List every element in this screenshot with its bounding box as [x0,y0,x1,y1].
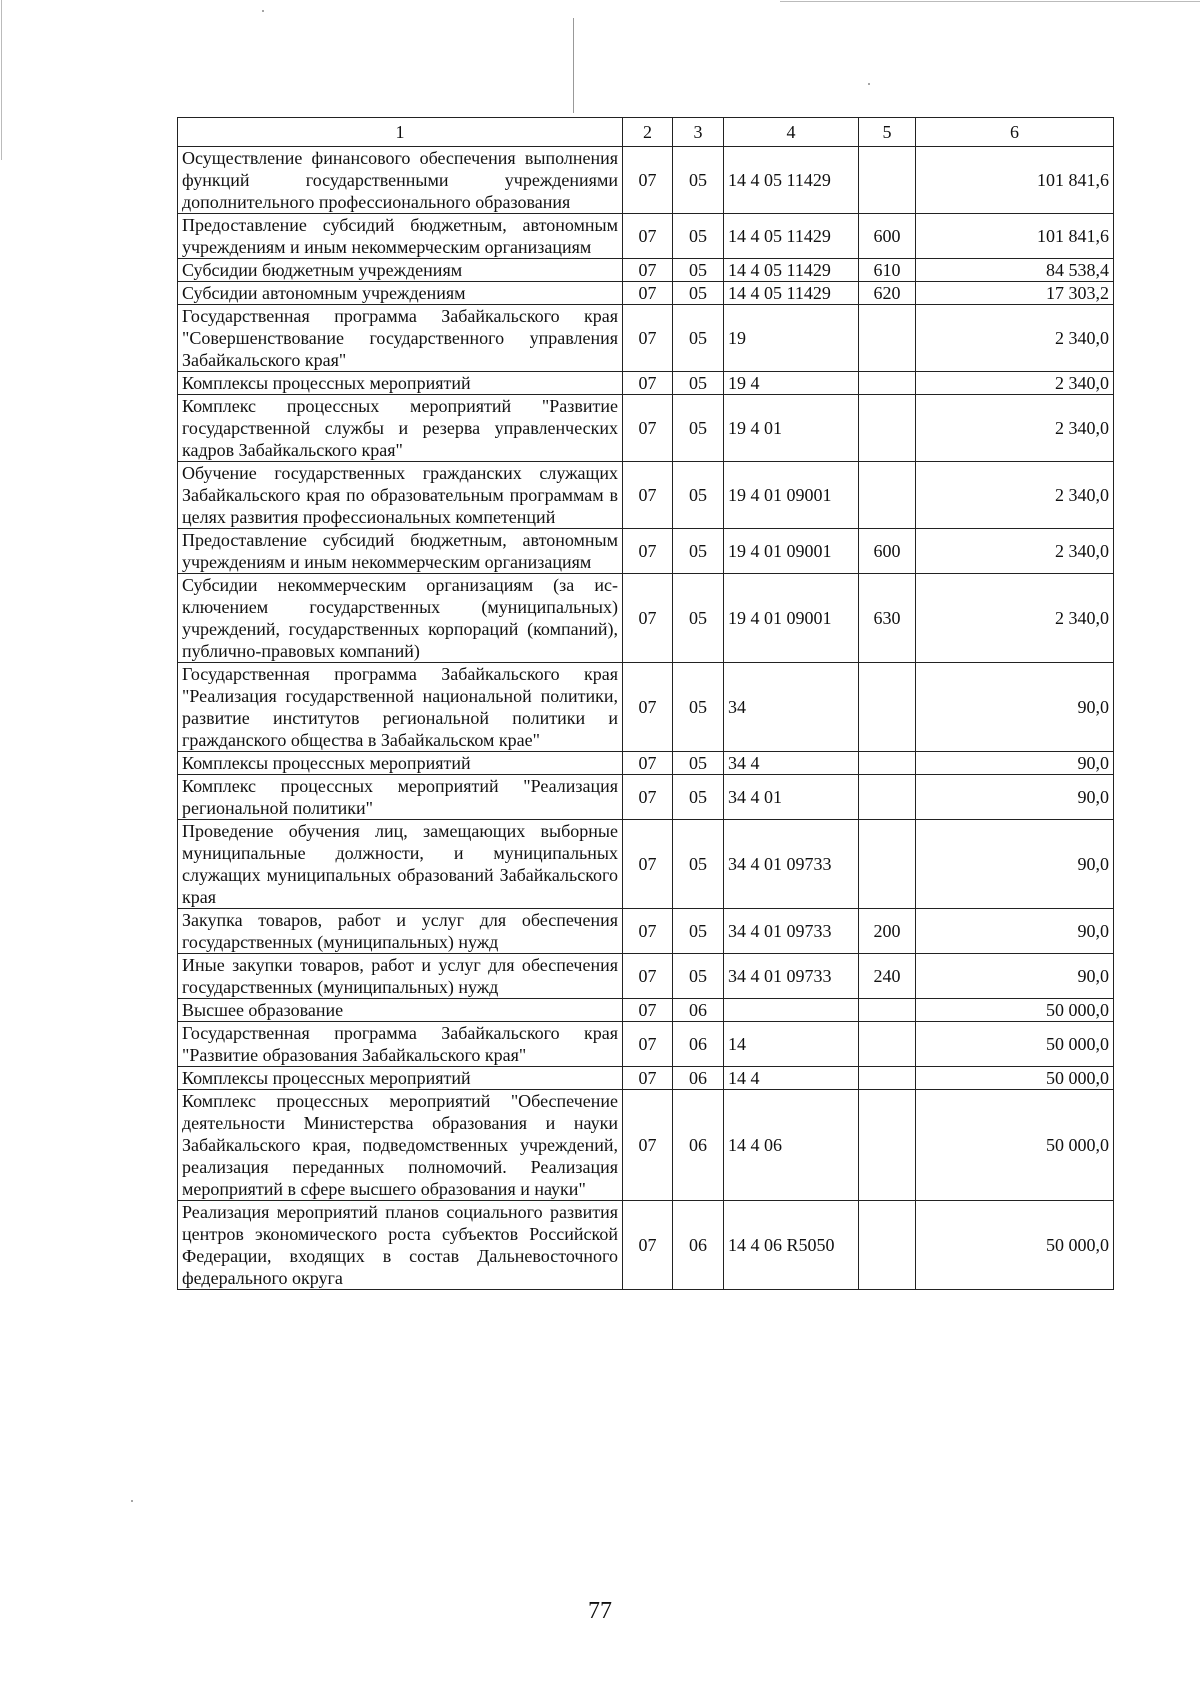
row-target-article-cell: 34 4 01 09733 [724,820,859,909]
row-target-article-cell: 19 4 01 09001 [724,574,859,663]
row-subsection-cell: 05 [673,954,724,999]
row-section-cell: 07 [623,775,673,820]
row-expense-type-cell: 600 [859,214,916,259]
table-row [178,663,1114,752]
header-cell-4: 4 [724,118,859,147]
table-row [178,529,1114,574]
row-name-cell: Закупка товаров, работ и услуг для обеспечения государственных (муниципальных) нужд [178,909,623,954]
row-subsection-cell: 05 [673,775,724,820]
table-row [178,372,1114,395]
row-subsection-cell: 05 [673,372,724,395]
row-name-cell: Комплекс процессных мероприятий "Реализация региональной политики" [178,775,623,820]
row-amount-cell: 90,0 [916,954,1114,999]
row-name-cell: Обучение государственных гражданских служащих Забайкальского края по образовательным программам в целях развития профессиональных компетенций [178,462,623,529]
row-name-cell: Высшее образование [178,999,623,1022]
row-expense-type-cell [859,752,916,775]
table-row [178,214,1114,259]
scan-edge-top [780,1,1200,2]
row-section-cell: 07 [623,529,673,574]
row-subsection-cell: 05 [673,820,724,909]
row-expense-type-cell [859,775,916,820]
row-target-article-cell: 34 4 01 [724,775,859,820]
table-row [178,954,1114,999]
row-section-cell: 07 [623,954,673,999]
row-expense-type-cell [859,147,916,214]
row-expense-type-cell: 200 [859,909,916,954]
row-target-article-cell: 14 [724,1022,859,1067]
row-amount-cell: 90,0 [916,752,1114,775]
budget-table [177,117,1114,1290]
row-expense-type-cell: 240 [859,954,916,999]
row-expense-type-cell: 620 [859,282,916,305]
row-amount-cell: 50 000,0 [916,1090,1114,1201]
row-name-cell: Реализация мероприятий планов социального развития центров экономического роста субъектов Российской Федерации, входящих в состав Дальневосточного федерального округа [178,1201,623,1290]
header-cell-5: 5 [859,118,916,147]
row-target-article-cell: 14 4 06 R5050 [724,1201,859,1290]
row-name-cell: Комплекс процессных мероприятий "Обеспечение деятельности Министерства образования и науки Забайкальского края, подведомственных учреждений, реализация переданных полномочий. Реализация мероприятий в сфере высшего образования и науки" [178,1090,623,1201]
row-section-cell: 07 [623,1090,673,1201]
row-name-cell: Комплексы процессных мероприятий [178,752,623,775]
row-subsection-cell: 06 [673,1201,724,1290]
row-expense-type-cell: 600 [859,529,916,574]
row-expense-type-cell: 630 [859,574,916,663]
row-section-cell: 07 [623,752,673,775]
row-amount-cell: 50 000,0 [916,999,1114,1022]
row-section-cell: 07 [623,259,673,282]
row-target-article-cell: 14 4 05 11429 [724,259,859,282]
row-subsection-cell: 06 [673,1022,724,1067]
row-amount-cell: 2 340,0 [916,395,1114,462]
scan-speck [262,10,264,12]
row-name-cell: Предоставление субсидий бюджетным, автономным учреждениям и иным некоммерческим организациям [178,214,623,259]
row-target-article-cell: 19 4 01 09001 [724,529,859,574]
row-amount-cell: 90,0 [916,663,1114,752]
row-subsection-cell: 06 [673,1090,724,1201]
row-amount-cell: 2 340,0 [916,529,1114,574]
row-section-cell: 07 [623,305,673,372]
row-section-cell: 07 [623,147,673,214]
row-expense-type-cell [859,1022,916,1067]
row-subsection-cell: 05 [673,574,724,663]
row-amount-cell: 17 303,2 [916,282,1114,305]
row-amount-cell: 101 841,6 [916,147,1114,214]
row-target-article-cell [724,999,859,1022]
row-subsection-cell: 05 [673,529,724,574]
row-name-cell: Государственная программа Забайкальского края "Развитие образования Забайкальского края" [178,1022,623,1067]
row-section-cell: 07 [623,574,673,663]
row-name-cell: Предоставление субсидий бюджетным, автономным учреждениям и иным некоммерческим организациям [178,529,623,574]
row-expense-type-cell [859,462,916,529]
row-section-cell: 07 [623,1022,673,1067]
row-expense-type-cell [859,1067,916,1090]
table-row [178,1201,1114,1290]
row-target-article-cell: 34 4 01 09733 [724,954,859,999]
row-name-cell: Комплексы процессных мероприятий [178,372,623,395]
row-section-cell: 07 [623,214,673,259]
table-row [178,282,1114,305]
row-subsection-cell: 05 [673,395,724,462]
row-target-article-cell: 19 4 [724,372,859,395]
row-name-cell: Проведение обучения лиц, замещающих выборные муниципальные должности, и муниципальных служащих муниципальных образований Забайкальского края [178,820,623,909]
scan-speck [131,1500,133,1502]
row-amount-cell: 90,0 [916,909,1114,954]
row-section-cell: 07 [623,999,673,1022]
row-expense-type-cell [859,372,916,395]
row-amount-cell: 50 000,0 [916,1067,1114,1090]
row-expense-type-cell [859,305,916,372]
header-cell-3: 3 [673,118,724,147]
row-target-article-cell: 14 4 06 [724,1090,859,1201]
row-expense-type-cell [859,395,916,462]
row-section-cell: 07 [623,462,673,529]
table-row [178,775,1114,820]
row-amount-cell: 2 340,0 [916,305,1114,372]
row-target-article-cell: 14 4 05 11429 [724,282,859,305]
row-target-article-cell: 34 4 01 09733 [724,909,859,954]
row-section-cell: 07 [623,820,673,909]
row-name-cell: Государственная программа Забайкальского края "Реализация государственной национальной политики, развитие институтов региональной политики и гражданского общества в Забайкальском крае" [178,663,623,752]
row-target-article-cell: 19 4 01 09001 [724,462,859,529]
table-row [178,305,1114,372]
row-target-article-cell: 19 4 01 [724,395,859,462]
row-subsection-cell: 05 [673,259,724,282]
row-name-cell: Комплекс процессных мероприятий "Развитие государственной службы и резерва управленческих кадров Забайкальского края" [178,395,623,462]
table-row [178,1090,1114,1201]
row-subsection-cell: 05 [673,462,724,529]
row-section-cell: 07 [623,663,673,752]
scan-edge-left [1,0,2,160]
row-amount-cell: 2 340,0 [916,574,1114,663]
header-cell-1: 1 [178,118,623,147]
row-subsection-cell: 05 [673,305,724,372]
row-expense-type-cell: 610 [859,259,916,282]
row-section-cell: 07 [623,395,673,462]
row-section-cell: 07 [623,282,673,305]
row-subsection-cell: 05 [673,214,724,259]
header-cell-6: 6 [916,118,1114,147]
row-amount-cell: 2 340,0 [916,462,1114,529]
row-expense-type-cell [859,1090,916,1201]
row-subsection-cell: 05 [673,282,724,305]
row-target-article-cell: 34 4 [724,752,859,775]
table-body [178,147,1114,1290]
row-target-article-cell: 14 4 [724,1067,859,1090]
table-row [178,574,1114,663]
row-target-article-cell: 14 4 05 11429 [724,147,859,214]
row-section-cell: 07 [623,1067,673,1090]
row-subsection-cell: 05 [673,752,724,775]
row-name-cell: Комплексы процессных мероприятий [178,1067,623,1090]
row-name-cell: Иные закупки товаров, работ и услуг для обеспечения государственных (муниципальных) нужд [178,954,623,999]
row-section-cell: 07 [623,372,673,395]
row-expense-type-cell [859,820,916,909]
row-subsection-cell: 05 [673,663,724,752]
row-amount-cell: 101 841,6 [916,214,1114,259]
scan-artifact-line [573,18,574,113]
row-amount-cell: 50 000,0 [916,1201,1114,1290]
row-subsection-cell: 06 [673,999,724,1022]
row-expense-type-cell [859,1201,916,1290]
row-target-article-cell: 19 [724,305,859,372]
table-row [178,1022,1114,1067]
table-row [178,1067,1114,1090]
table-row [178,147,1114,214]
row-amount-cell: 50 000,0 [916,1022,1114,1067]
row-section-cell: 07 [623,1201,673,1290]
row-name-cell: Субсидии автономным учреждениям [178,282,623,305]
table-header-row [178,118,1114,147]
table-row [178,752,1114,775]
row-subsection-cell: 06 [673,1067,724,1090]
row-expense-type-cell [859,663,916,752]
row-section-cell: 07 [623,909,673,954]
header-cell-2: 2 [623,118,673,147]
row-name-cell: Государственная программа Забайкальского края "Совершенствование государственного управления Забайкальского края" [178,305,623,372]
row-amount-cell: 90,0 [916,820,1114,909]
table-row [178,259,1114,282]
row-amount-cell: 84 538,4 [916,259,1114,282]
row-amount-cell: 90,0 [916,775,1114,820]
row-name-cell: Субсидии некоммерческим организациям (за исключением государственных (муниципальных) учреждений, государственных корпораций (компаний), публично-правовых компаний) [178,574,623,663]
row-subsection-cell: 05 [673,909,724,954]
scan-speck [868,83,870,85]
row-name-cell: Субсидии бюджетным учреждениям [178,259,623,282]
table-row [178,820,1114,909]
row-expense-type-cell [859,999,916,1022]
page-number: 77 [588,1598,612,1624]
row-name-cell: Осуществление финансового обеспечения выполнения функций государственными учреждениями дополнительного профессионального образования [178,147,623,214]
table-row [178,909,1114,954]
row-amount-cell: 2 340,0 [916,372,1114,395]
row-target-article-cell: 14 4 05 11429 [724,214,859,259]
table-row [178,395,1114,462]
table-row [178,999,1114,1022]
table-row [178,462,1114,529]
row-target-article-cell: 34 [724,663,859,752]
row-subsection-cell: 05 [673,147,724,214]
